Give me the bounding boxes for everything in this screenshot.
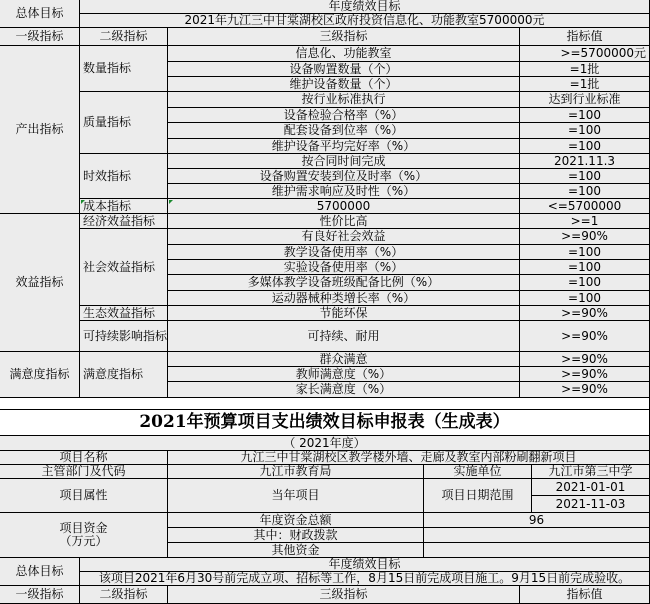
l3-cell: 按合同时间完成 [168,154,520,169]
value-cell: 达到行业标准 [520,92,650,108]
value-cell: >=90% [520,382,650,398]
l3-cell: 性价比高 [168,214,520,229]
header-l1-2: 一级指标 [0,586,80,604]
l3-cell: 信息化、功能教室 [168,46,520,62]
spacer-row [0,398,650,410]
header-l2: 二级指标 [80,28,168,46]
value-cell: >=90% [520,367,650,382]
dept-label: 主管部门及代码 [0,465,168,479]
annual-goal-label-2: 年度绩效目标 [80,558,650,572]
fiscal-value [424,528,650,543]
goal-text: 2021年九江三中甘棠湖校区政府投资信息化、功能教室5700000元 [80,14,650,28]
l3-cell: 配套设备到位率（%） [168,123,520,139]
l2-cost: 成本指标 [80,199,168,214]
date-start: 2021-01-01 [532,479,650,496]
l2-satisfaction: 满意度指标 [80,352,168,398]
annual-total: 96 [424,513,650,528]
header-l1: 一级指标 [0,28,80,46]
value-cell: =100 [520,275,650,291]
l2-quality: 质量指标 [80,92,168,154]
l3-cell: 家长满意度（%） [168,382,520,398]
value-cell: >=5700000元 [520,46,650,62]
l2-economic: 经济效益指标 [80,214,168,229]
value-cell: =1批 [520,62,650,77]
l3-cell: 按行业标准执行 [168,92,520,108]
report-title: 2021年预算项目支出绩效目标申报表（生成表） [0,410,650,436]
header-l3: 三级指标 [168,28,520,46]
l3-cell: 5700000 [168,199,520,214]
l3-cell: 教学设备使用率（%） [168,245,520,260]
l3-cell: 有良好社会效益 [168,229,520,245]
l3-cell: 可持续、耐用 [168,321,520,352]
unit: 九江市第三中学 [532,465,650,479]
l3-cell: 设备购置安装到位及时率（%） [168,169,520,184]
value-cell: =100 [520,169,650,184]
header-l3-2: 三级指标 [168,586,520,604]
l1-benefit: 效益指标 [0,214,80,352]
report-year: （ 2021年度） [0,436,650,451]
header-value: 指标值 [520,28,650,46]
l3-cell: 维护需求响应及时性（%） [168,184,520,199]
annual-goal-label: 年度绩效目标 [80,0,650,14]
value-cell: >=90% [520,352,650,367]
value-cell: >=90% [520,306,650,321]
l3-cell: 设备购置数量（个） [168,62,520,77]
project-name: 九江三中甘棠湖校区教学楼外墙、走廊及教室内部粉刷翻新项目 [168,451,650,465]
value-cell: 2021.11.3 [520,154,650,169]
period-label: 项目日期范围 [424,479,532,513]
l3-cell: 多媒体教学设备班级配备比例（%） [168,275,520,291]
goal-text-2: 该项目2021年6月30号前完成立项、招标等工作，8月15日前完成项目施工。9月15日前完成验收。 [80,572,650,586]
value-cell: =100 [520,108,650,123]
value-cell: =100 [520,291,650,306]
l1-output: 产出指标 [0,46,80,214]
l3-cell: 教师满意度（%） [168,367,520,382]
header-l2-2: 二级指标 [80,586,168,604]
goal-label-2: 总体目标 [0,558,80,586]
value-cell: =100 [520,139,650,154]
attr-label: 项目属性 [0,479,168,513]
other-value [424,543,650,558]
l2-sustainable: 可持续影响指标 [80,321,168,352]
value-cell: =100 [520,123,650,139]
project-name-label: 项目名称 [0,451,168,465]
other-label: 其他资金 [168,543,424,558]
value-cell: =100 [520,245,650,260]
l3-cell: 维护设备数量（个） [168,77,520,92]
l3-cell: 实验设备使用率（%） [168,260,520,275]
fiscal-label: 其中：财政拨款 [168,528,424,543]
date-end: 2021-11-03 [532,496,650,513]
l3-cell: 节能环保 [168,306,520,321]
value-cell: >=90% [520,229,650,245]
goal-label: 总体目标 [0,0,80,28]
funds-label: 项目资金 （万元） [0,513,168,558]
dept: 九江市教育局 [168,465,424,479]
value-cell: <=5700000 [520,199,650,214]
unit-label: 实施单位 [424,465,532,479]
annual-total-label: 年度资金总额 [168,513,424,528]
value-cell: =1批 [520,77,650,92]
l2-timeliness: 时效指标 [80,154,168,199]
value-cell: >=1 [520,214,650,229]
l3-cell: 设备检验合格率（%） [168,108,520,123]
l2-quantity: 数量指标 [80,46,168,92]
value-cell: =100 [520,184,650,199]
l3-cell: 运动器械种类增长率（%） [168,291,520,306]
value-cell: >=90% [520,321,650,352]
value-cell: =100 [520,260,650,275]
header-value-2: 指标值 [520,586,650,604]
l1-satisfaction: 满意度指标 [0,352,80,398]
attr: 当年项目 [168,479,424,513]
l2-social: 社会效益指标 [80,229,168,306]
l3-cell: 维护设备平均完好率（%） [168,139,520,154]
l2-ecological: 生态效益指标 [80,306,168,321]
l3-cell: 群众满意 [168,352,520,367]
